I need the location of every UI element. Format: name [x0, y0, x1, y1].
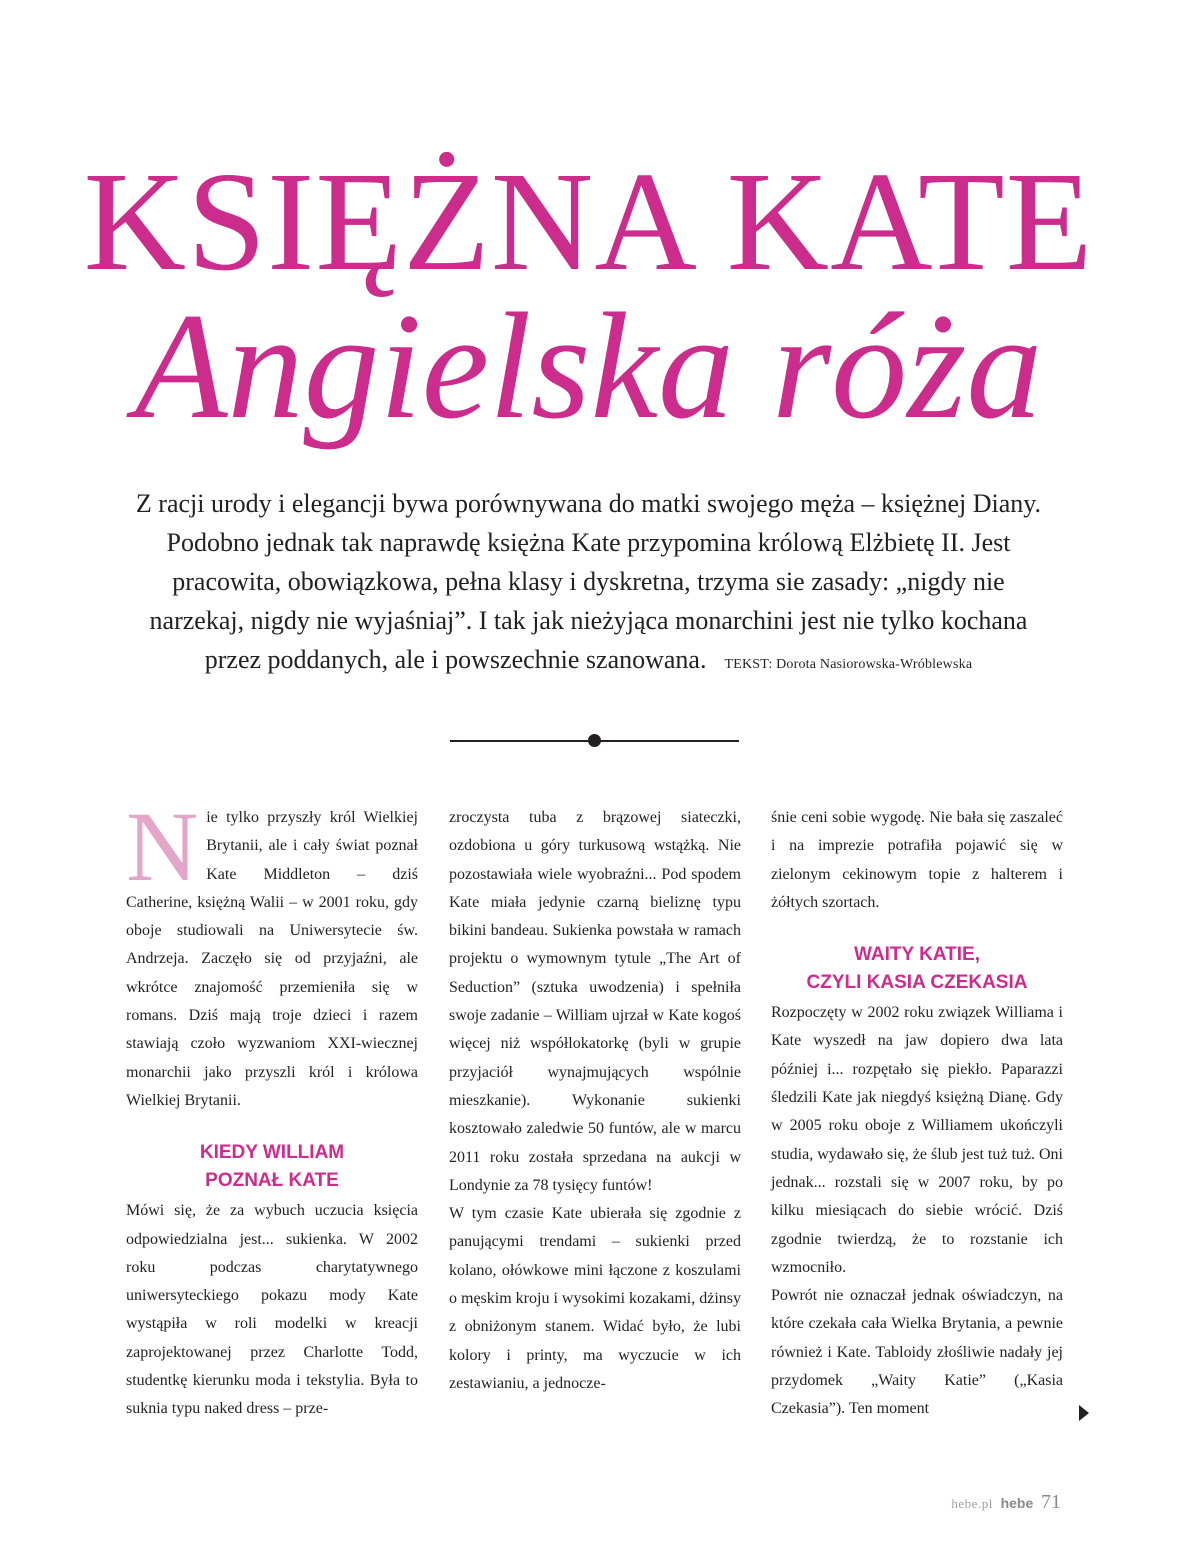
drop-cap: N	[126, 791, 199, 902]
body-paragraph: Powrót nie oznaczał jednak oświadczyn, na które czekała cała Wielka Brytania, a pewnie również i Kate. Tabloidy złośliwie nadały jej przydomek „Waity Katie” („Kasia Czekasia”). Ten moment	[771, 1287, 1063, 1418]
subhead-line: KIEDY WILLIAM	[199, 1142, 345, 1164]
body-paragraph: W tym czasie Kate ubierała się zgodnie z panującymi trendami – sukienki przed kolano, ołówkowe mini łączone z koszulami o męskim kroju i wysokimi kozakami, dżinsy z obniżonym stanem. Widać było, że lubi kolory i printy, ma wyczucie w ich zestawianiu, a jednocze-	[449, 1205, 741, 1392]
headline-line2: Angielska róża	[134, 282, 1043, 450]
subhead-kiedy-william	[126, 1139, 418, 1195]
subhead-line: CZYLI KASIA CZEKASIA	[806, 972, 1028, 994]
body-paragraph: śnie ceni sobie wygodę. Nie bała się zaszaleć i na imprezie potrafiła pojawić się w zielonym cekinowym topie z halterem i żółtych szortach.	[771, 809, 1063, 911]
intro-text: ie tylko przyszły król Wielkiej Brytanii, ale i cały świat poznał Kate Middleton – dziś Catherine, księżną Walii – w 2001 roku, gdy oboje studiowali na Uniwersytecie św. Andrzeja. Zaczęło się od przyjaźni, ale wkrótce znajomość przemieniła się w romans. Dziś mają troje dzieci i razem stawiają czoło wyzwaniom XXI-wiecznej monarchii jako przyszli król i królowa Wielkiej Brytanii.	[126, 809, 418, 1109]
lead-paragraph	[130, 484, 1047, 684]
article-column-1	[126, 791, 418, 1424]
continue-arrow-icon	[1079, 1405, 1089, 1421]
divider-dot-icon	[588, 734, 601, 747]
author-credit: TEKST: Dorota Nasiorowska-Wróblewska	[724, 657, 973, 672]
section-divider	[450, 733, 739, 749]
subhead-waity-katie	[771, 941, 1063, 997]
footer-brand-logo: hebe	[1000, 1495, 1034, 1511]
intro-paragraph	[126, 791, 418, 1115]
article-column-3	[771, 804, 1063, 1424]
page-number: 71	[1041, 1491, 1061, 1513]
footer-site: hebe.pl	[951, 1496, 993, 1511]
subhead-line: WAITY KATIE,	[854, 944, 980, 966]
page-footer	[951, 1491, 1061, 1514]
body-paragraph: zroczysta tuba z brązowej siateczki, ozdobiona u góry turkusową wstążką. Nie pozostawiała wiele wyobraźni... Pod spodem Kate miała jedynie czarną bieliznę typu bikini bandeau. Sukienka powstała w ramach projektu o wymownym tytule „The Art of Seduction” (sztuka uwodzenia) i spełniła swoje zadanie – William ujrzał w Kate kogoś więcej niż współlokatorkę (byli w grupie przyjaciół wynajmujących wspólnie mieszkanie). Wykonanie sukienki kosztowało zaledwie 50 funtów, ale w marcu 2011 roku została sprzedana na aukcji w Londynie za 78 tysięcy funtów!	[449, 809, 741, 1194]
lead-text: Z racji urody i elegancji bywa porównywana do matki swojego męża – księżnej Diany. Podobno jednak tak naprawdę księżna Kate przypomina królową Elżbietę II. Jest pracowita, obowiązkowa, pełna klasy i dyskretna, trzyma sie zasady: „nigdy nie narzekaj, nigdy nie wyjaśniaj”. I tak jak nieżyjąca monarchini jest nie tylko kochana przez poddanych, ale i powszechnie szanowana.	[135, 489, 1042, 674]
subhead-line: POZNAŁ KATE	[205, 1170, 339, 1192]
body-paragraph: Rozpoczęty w 2002 roku związek Williama i Kate wyszedł na jaw dopiero dwa lata później i... rozpętało się piekło. Paparazzi śledzili Kate jak niegdyś księżną Dianę. Gdy w 2005 roku oboje z Williamem ukończyli studia, wydawało się, że ślub jest tuż tuż. Oni jednak... rozstali się w 2007 roku, by po kilku miesiącach do siebie wrócić. Dziś zgodnie twierdzą, że to rozstanie ich wzmocniło.	[771, 1004, 1063, 1276]
body-paragraph: Mówi się, że za wybuch uczucia księcia odpowiedzialna jest... sukienka. W 2002 roku podczas charytatywnego uniwersyteckiego pokazu mody Kate wystąpiła w roli modelki w kreacji zaprojektowanej przez Charlotte Todd, studentkę kierunku moda i tekstylia. Była to suknia typu naked dress – prze-	[126, 1202, 418, 1418]
article-column-2	[449, 804, 741, 1398]
headline-line1: KSIĘŻNA KATE	[83, 142, 1094, 300]
